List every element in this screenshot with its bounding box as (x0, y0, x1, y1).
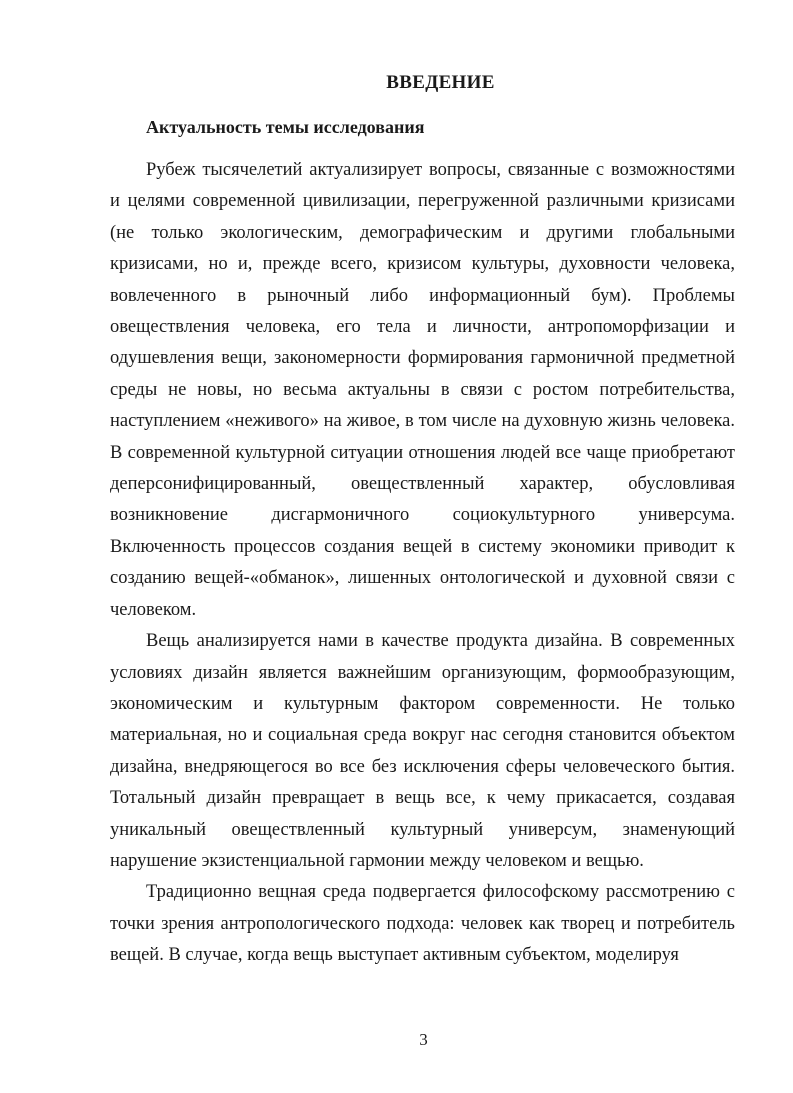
page-number: 3 (419, 1030, 428, 1049)
paragraph: Традиционно вещная среда подвергается философскому рассмотрению с точки зрения антропологического подхода: человек как творец и потребитель вещей. В случае, когда вещь выступает активным субъектом, моделируя (110, 882, 735, 966)
section-heading: ВВЕДЕНИЕ (386, 72, 495, 93)
paragraph: Вещь анализируется нами в качестве продукта дизайна. В современных условиях дизайн является важнейшим организующим, формообразующим, экономическим и культурным фактором современности. Не только материальная, но и социальная среда вокруг нас сегодня становится объектом дизайна, внедряющегося во все без исключения сферы человеческого бытия. Тотальный дизайн превращает в вещь все, к чему прикасается, создавая уникальный овеществленный культурный универсум, знаменующий нарушение экзистенциальной гармонии между человеком и вещью. (110, 631, 735, 871)
paragraph: Рубеж тысячелетий актуализирует вопросы, связанные с возможностями и целями современной цивилизации, перегруженной различными кризисами (не только экологическим, демографическим и другими глобальными кризисами, но и, прежде всего, кризисом культуры, духовности человека, вовлеченного в рыночный либо информационный бум). Проблемы овеществления человека, его тела и личности, антропоморфизации и одушевления вещи, закономерности формирования гармоничной предметной среды не новы, но весьма актуальны в связи с ростом потребительства, наступлением «неживого» на живое, в том числе на духовную жизнь человека. В современной культурной ситуации отношения людей все чаще приобретают деперсонифицированный, овеществленный характер, обусловливая возникновение дисгармоничного социокультурного универсума. Включенность процессов создания вещей в систему экономики приводит к созданию вещей-«обманок», лишенных онтологической и духовной связи с человеком. (110, 160, 735, 620)
body-text (110, 155, 735, 972)
subsection-heading: Актуальность темы исследования (146, 117, 425, 137)
